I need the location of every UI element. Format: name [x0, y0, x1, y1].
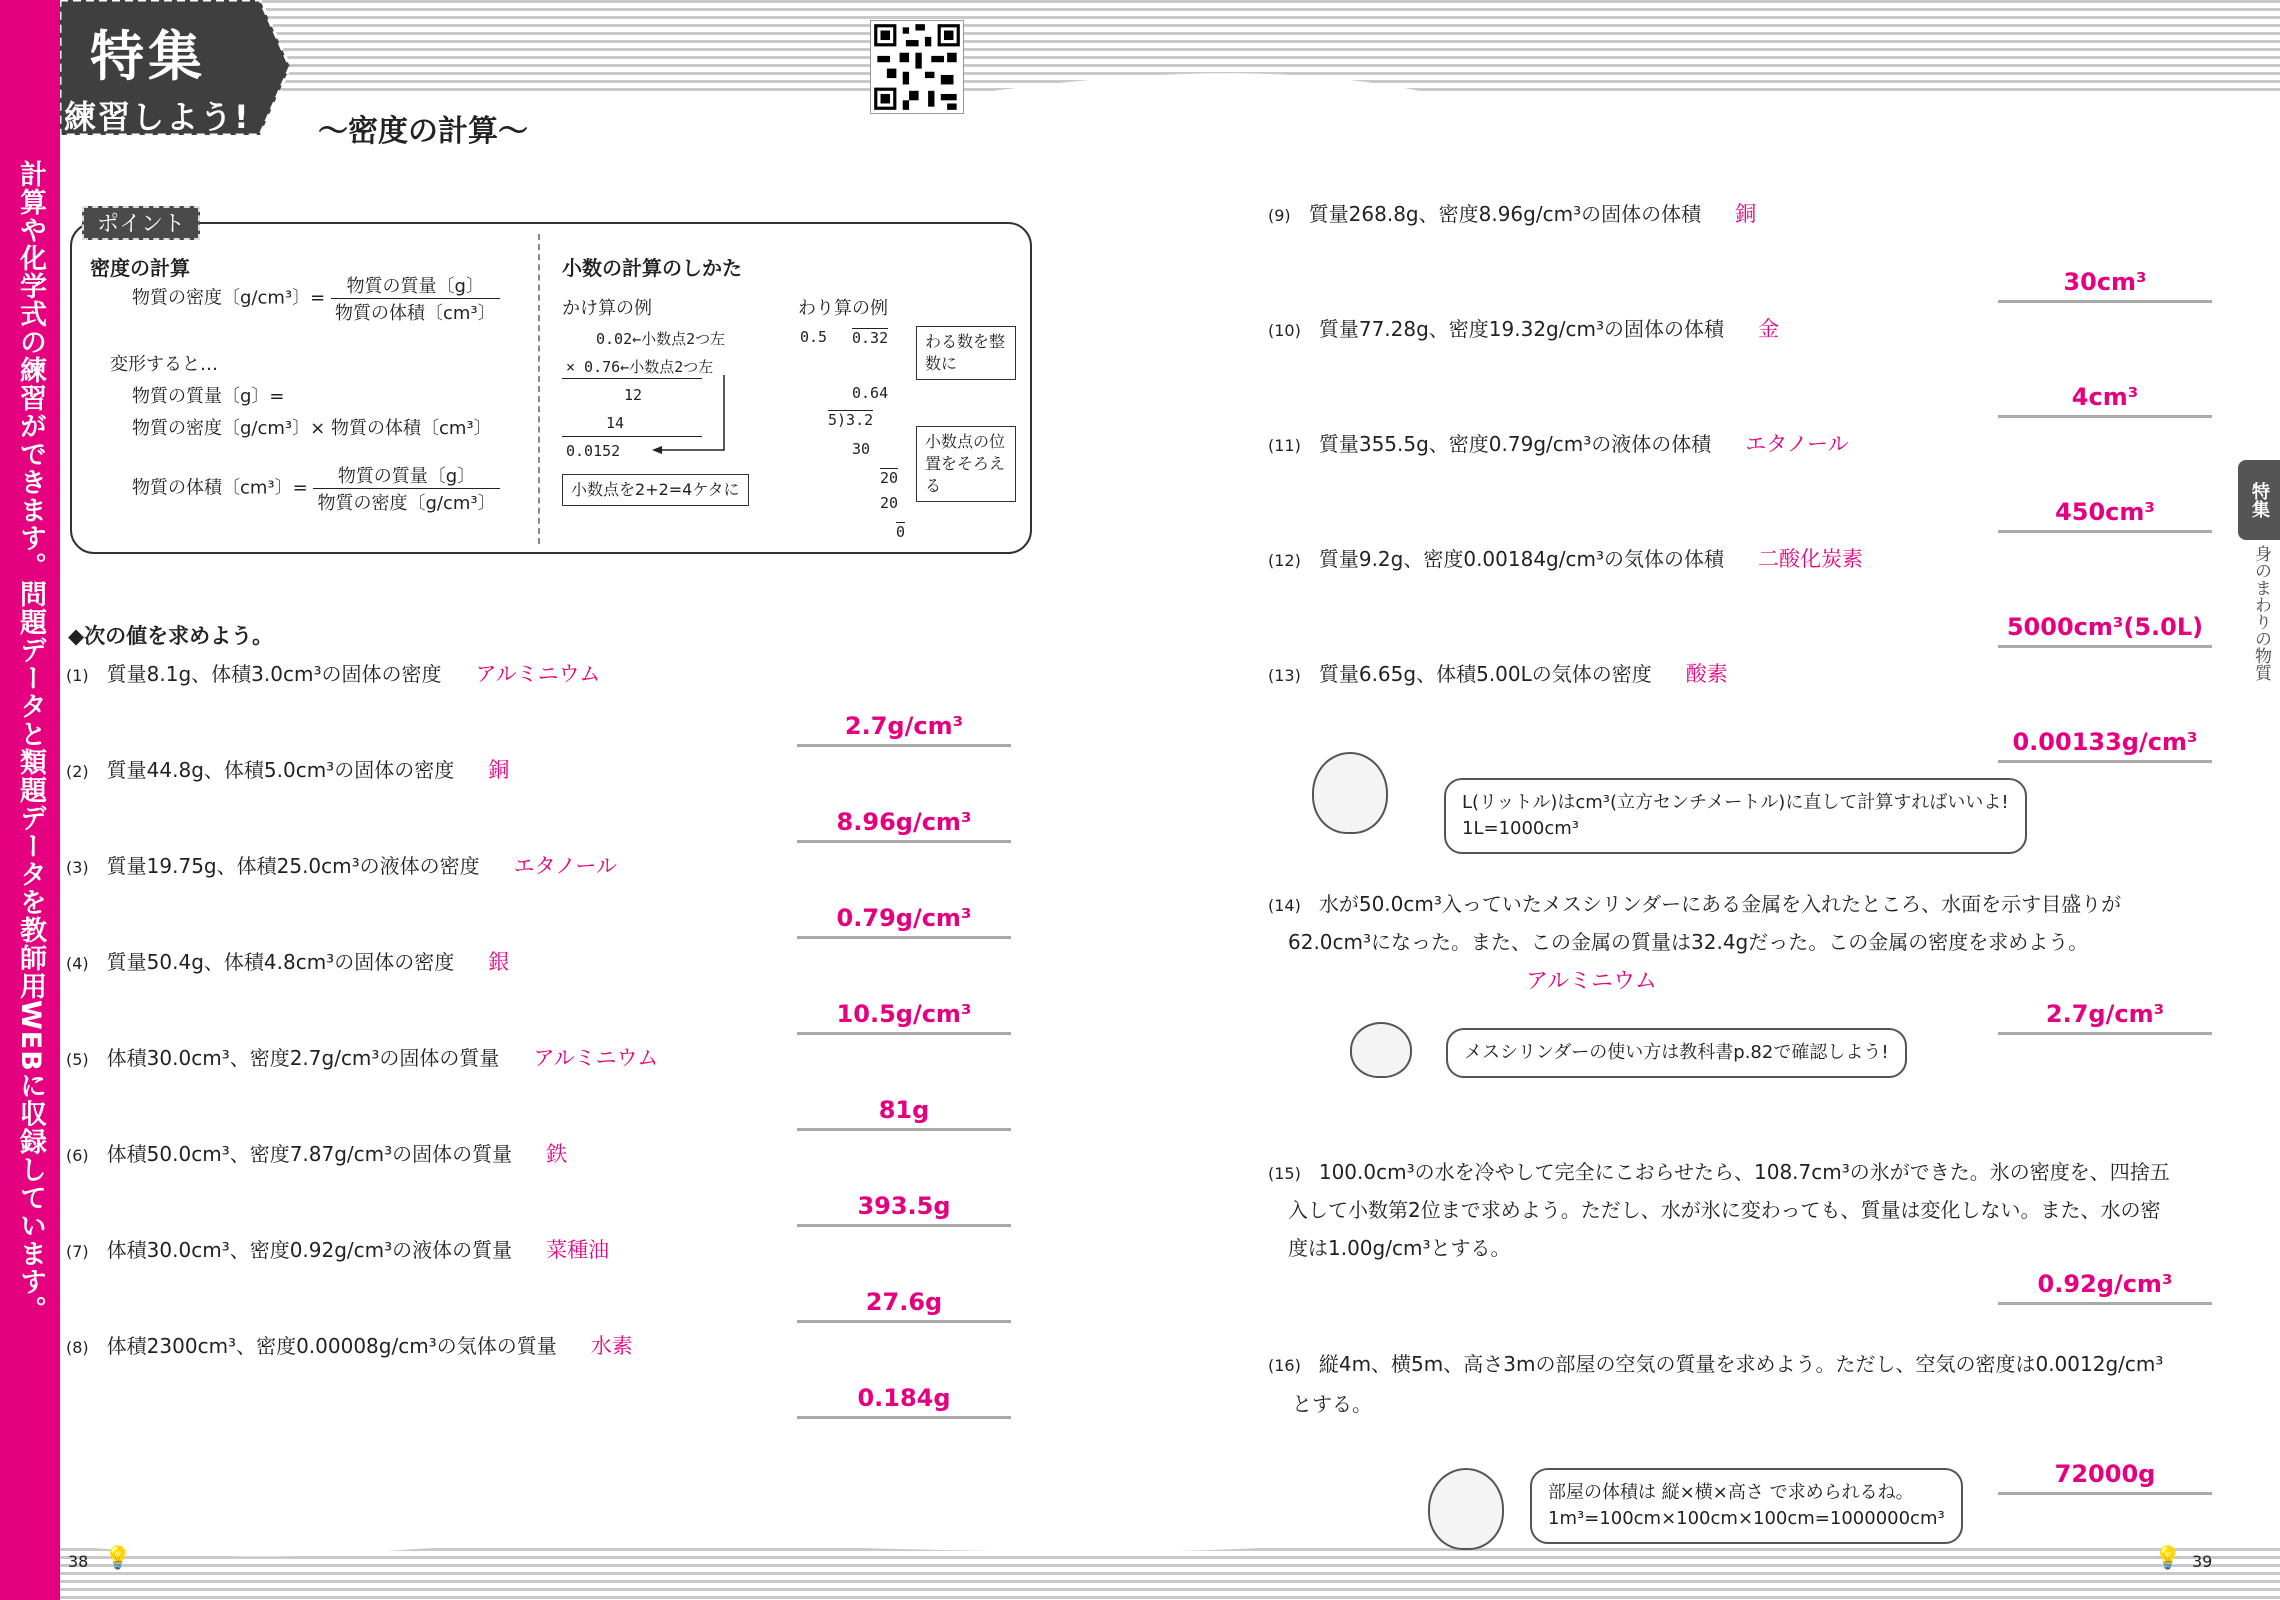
div-divisor: 0.5 [800, 328, 828, 346]
hint-bubble-2 [1446, 1028, 1907, 1078]
q15-answer: 0.92g/cm³ [2037, 1270, 2173, 1298]
hint-bubble-3 [1530, 1468, 1963, 1544]
mult-line-4: 14 [606, 414, 625, 432]
right-problem-9: (9) 質量268.8g、密度8.96g/cm³の固体の体積 銅 [1268, 202, 1757, 226]
div-note-1: わる数を整数に [916, 326, 1016, 380]
left-answer-5: 81g [878, 1096, 930, 1124]
mult-arrow [650, 330, 730, 460]
div-line-1: 5)3.2 [828, 411, 874, 429]
right-problem-10: (10) 質量77.28g、密度19.32g/cm³の固体の体積 金 [1268, 317, 1779, 341]
lightbulb-icon: 💡 [104, 1546, 132, 1571]
q15-line1: (15) 100.0cm³の水を冷やして完全にこおらせたら、108.7cm³の氷ができた。氷の密度を、四捨五 [1268, 1160, 2170, 1184]
left-answer-line-3 [797, 936, 1011, 939]
left-answer-1: 2.7g/cm³ [844, 712, 964, 740]
chapter-subtitle: 身のまわりの物質 [2251, 545, 2271, 681]
q15-line2: 入して小数第2位まで求めよう。ただし、水が氷に変わっても、質量は変化しない。また、水の密 [1288, 1198, 2161, 1222]
left-problem-6: (6) 体積50.0cm³、密度7.87g/cm³の固体の質量 鉄 [66, 1142, 568, 1166]
q16-line1: (16) 縦4m、横5m、高さ3mの部屋の空気の質量を求めよう。ただし、空気の密度は0.0012g/cm³ [1268, 1352, 2164, 1376]
mult-heading: かけ算の例 [562, 298, 652, 319]
div-line-2: 30 [852, 440, 871, 458]
left-problem-4: (4) 質量50.4g、体積4.8cm³の固体の密度 銀 [66, 950, 510, 974]
left-answer-8: 0.184g [857, 1384, 951, 1412]
div-dividend: 0.32 [852, 329, 889, 347]
chapter-tab[interactable]: 特集 [2238, 460, 2280, 540]
div-line-4: 20 [880, 494, 899, 512]
side-note: 計算や化学式の練習ができます。問題データと類題データを教師用WEBに収録しています。 [15, 160, 46, 1324]
hint-bubble-1-line2: 1L=1000cm³ [1462, 818, 1580, 839]
page-subtitle: 練習しよう! [64, 98, 251, 136]
hint-bubble-3-line2: 1m³=100cm×100cm×100cm=1000000cm³ [1548, 1508, 1945, 1529]
left-answer-line-5 [797, 1128, 1011, 1131]
hint-bubble-1 [1444, 778, 2027, 854]
mult-line-3: 12 [624, 386, 643, 404]
q14-tag: アルミニウム [1526, 969, 1657, 994]
right-answer-12: 5000cm³(5.0L) [2006, 613, 2204, 641]
mult-result: 0.0152 [566, 442, 621, 460]
shell-mascot-icon [1350, 1022, 1412, 1078]
div-line-5: 0 [896, 523, 906, 541]
qr-code-icon[interactable] [870, 20, 964, 114]
point-tag: ポイント [82, 206, 200, 240]
right-answer-line-10 [1998, 415, 2212, 418]
left-problem-7: (7) 体積30.0cm³、密度0.92g/cm³の液体の質量 菜種油 [66, 1238, 610, 1262]
right-answer-line-11 [1998, 530, 2212, 533]
mult-line-2: × 0.76←小数点2つ左 [566, 358, 714, 376]
hint-bubble-1-line1: L(リットル)はcm³(立方センチメートル)に直して計算すればいいよ! [1462, 792, 2009, 813]
div-note-2: 小数点の位置をそろえる [916, 426, 1016, 502]
left-answer-line-4 [797, 1032, 1011, 1035]
density-formula: 物質の密度〔g/cm³〕= $\frac{\text{物質の質量〔g〕}}{\text{物質の体積〔cm³〕}}$ [132, 272, 500, 325]
left-answer-3: 0.79g/cm³ [836, 904, 972, 932]
left-answer-line-8 [797, 1416, 1011, 1419]
right-answer-10: 4cm³ [2071, 383, 2139, 411]
transform-label: 変形すると… [110, 354, 218, 375]
density-heading: 密度の計算 [90, 256, 190, 280]
left-problem-5: (5) 体積30.0cm³、密度2.7g/cm³の固体の質量 アルミニウム [66, 1046, 659, 1070]
left-answer-line-6 [797, 1224, 1011, 1227]
instruction: ◆次の値を求めよう。 [68, 624, 274, 648]
q14-line1: (14) 水が50.0cm³入っていたメスシリンダーにある金属を入れたところ、水面を示す目盛りが [1268, 892, 2122, 916]
page-number-left: 38 [68, 1552, 89, 1571]
q15-answer-line [1998, 1302, 2212, 1305]
q15-line3: 度は1.00g/cm³とする。 [1288, 1236, 1511, 1260]
left-answer-line-2 [797, 840, 1011, 843]
hint-bubble-3-line1: 部屋の体積は 縦×横×高さ で求められるね。 [1548, 1482, 1914, 1503]
right-answer-line-13 [1998, 760, 2212, 763]
volume-formula: 物質の体積〔cm³〕= $\frac{\text{物質の質量〔g〕}}{\text{物質の密度〔g/cm³〕}}$ [132, 462, 500, 515]
page-number-right: 39 [2192, 1552, 2213, 1571]
left-answer-2: 8.96g/cm³ [836, 808, 972, 836]
mult-note: 小数点を2+2=4ケタに [562, 474, 749, 506]
q16-answer-line [1998, 1492, 2212, 1495]
right-problem-12: (12) 質量9.2g、密度0.00184g/cm³の気体の体積 二酸化炭素 [1268, 547, 1863, 571]
left-answer-4: 10.5g/cm³ [836, 1000, 972, 1028]
lightbulb-icon-right: 💡 [2154, 1546, 2182, 1571]
div-line-3: 20 [880, 469, 899, 487]
right-answer-11: 450cm³ [2055, 498, 2155, 526]
div-quotient: 0.64 [852, 384, 889, 402]
right-answer-9: 30cm³ [2063, 268, 2147, 296]
left-answer-6: 393.5g [857, 1192, 951, 1220]
hint-bubble-2-line1: メスシリンダーの使い方は教科書p.82で確認しよう! [1464, 1042, 1889, 1063]
q16-answer: 72000g [2054, 1460, 2156, 1488]
right-problem-11: (11) 質量355.5g、密度0.79g/cm³の液体の体積 エタノール [1268, 432, 1849, 456]
q14-answer-line [1998, 1032, 2212, 1035]
right-answer-line-12 [1998, 645, 2212, 648]
section-title: 〜密度の計算〜 [318, 114, 528, 149]
left-problem-8: (8) 体積2300cm³、密度0.00008g/cm³の気体の質量 水素 [66, 1334, 633, 1358]
left-answer-line-1 [797, 744, 1011, 747]
left-problem-3: (3) 質量19.75g、体積25.0cm³の液体の密度 エタノール [66, 854, 617, 878]
decimal-heading: 小数の計算のしかた [562, 256, 742, 280]
mass-formula-rhs: 物質の密度〔g/cm³〕× 物質の体積〔cm³〕 [132, 418, 492, 439]
div-heading: わり算の例 [798, 298, 888, 319]
right-answer-13: 0.00133g/cm³ [2012, 728, 2198, 756]
mult-line-1: 0.02←小数点2つ左 [596, 330, 726, 348]
left-answer-line-7 [797, 1320, 1011, 1323]
otter-mascot-icon [1312, 752, 1388, 834]
q14-answer: 2.7g/cm³ [2045, 1000, 2165, 1028]
mass-formula-lhs: 物質の質量〔g〕= [132, 386, 285, 407]
right-answer-line-9 [1998, 300, 2212, 303]
right-problem-13: (13) 質量6.65g、体積5.00Lの気体の密度 酸素 [1268, 662, 1728, 686]
left-problem-1: (1) 質量8.1g、体積3.0cm³の固体の密度 アルミニウム [66, 662, 601, 686]
q14-line2: 62.0cm³になった。また、この金属の質量は32.4gだった。この金属の密度を求めよう。 [1288, 930, 2089, 954]
page-title: 特集 [90, 25, 206, 88]
left-problem-2: (2) 質量44.8g、体積5.0cm³の固体の密度 銅 [66, 758, 510, 782]
otter-mascot-2-icon [1428, 1468, 1504, 1550]
point-divider [538, 234, 540, 544]
q16-line2: とする。 [1292, 1392, 1372, 1416]
left-answer-7: 27.6g [865, 1288, 943, 1316]
